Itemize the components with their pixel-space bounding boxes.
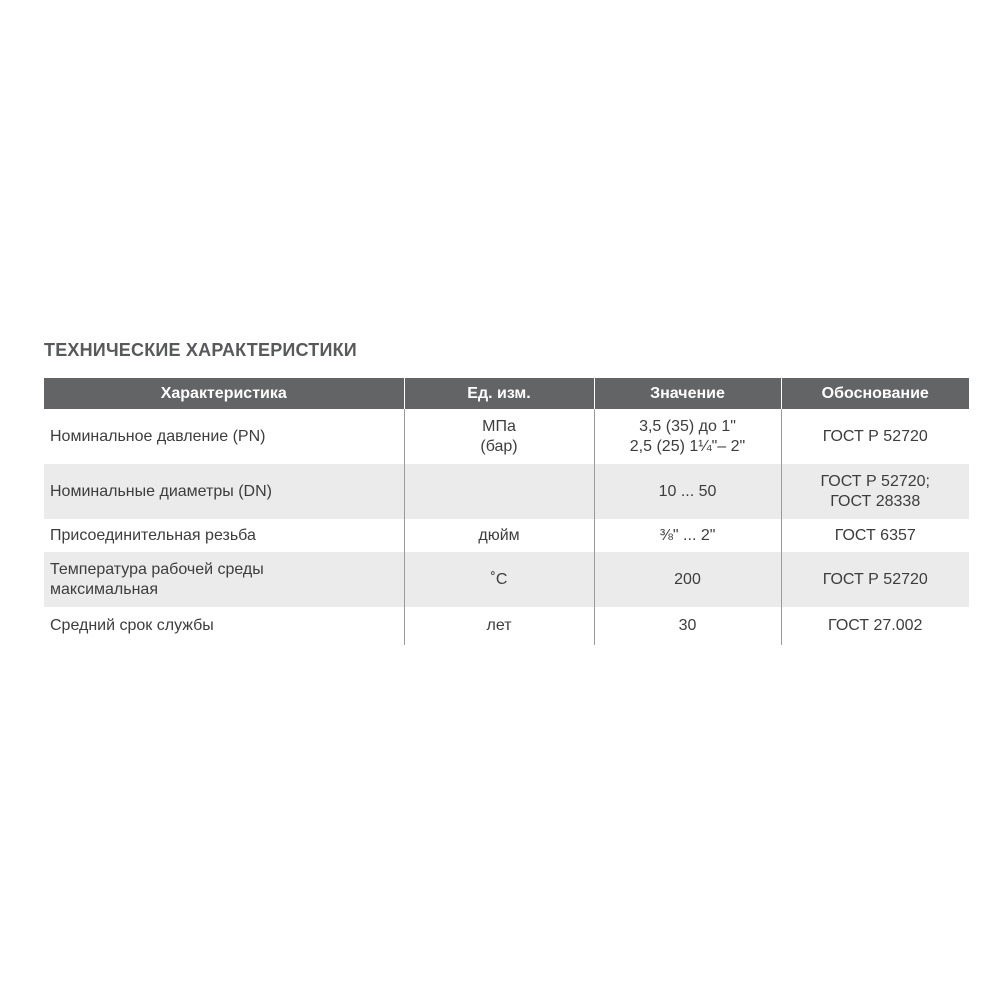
cell-value: ⅜" ... 2" bbox=[594, 519, 781, 552]
header-unit: Ед. изм. bbox=[404, 378, 594, 409]
cell-unit: МПа (бар) bbox=[404, 409, 594, 464]
cell-basis: ГОСТ Р 52720; ГОСТ 28338 bbox=[781, 464, 969, 519]
cell-unit: дюйм bbox=[404, 519, 594, 552]
cell-basis: ГОСТ Р 52720 bbox=[781, 552, 969, 607]
cell-characteristic: Температура рабочей среды максимальная bbox=[44, 552, 404, 607]
table-row bbox=[44, 464, 969, 519]
cell-value: 10 ... 50 bbox=[594, 464, 781, 519]
cell-characteristic: Средний срок службы bbox=[50, 617, 214, 634]
cell-characteristic: Номинальные диаметры (DN) bbox=[44, 464, 404, 519]
header-value: Значение bbox=[594, 378, 781, 409]
cell-basis: ГОСТ 6357 bbox=[781, 519, 969, 552]
cell-value: 200 bbox=[594, 552, 781, 607]
cell-basis: ГОСТ 27.002 bbox=[781, 607, 969, 645]
header-characteristic: Характеристика bbox=[44, 378, 404, 409]
table-row bbox=[44, 519, 969, 552]
cell-characteristic: Номинальное давление (PN) bbox=[50, 427, 266, 445]
table-row bbox=[44, 607, 969, 645]
cell-unit: ˚С bbox=[404, 552, 594, 607]
table-row bbox=[44, 409, 969, 464]
cell-value: 3,5 (35) до 1" 2,5 (25) 1¼"– 2" bbox=[594, 409, 781, 464]
header-basis: Обоснование bbox=[781, 378, 969, 409]
cell-basis: ГОСТ Р 52720 bbox=[781, 409, 969, 464]
cell-characteristic: Присоединительная резьба bbox=[50, 526, 256, 544]
section-title: ТЕХНИЧЕСКИЕ ХАРАКТЕРИСТИКИ bbox=[44, 340, 357, 360]
specifications-table bbox=[44, 378, 969, 645]
cell-unit: лет bbox=[404, 607, 594, 645]
cell-value: 30 bbox=[594, 607, 781, 645]
cell-unit bbox=[404, 464, 594, 519]
table-row bbox=[44, 552, 969, 607]
table-header-row bbox=[44, 378, 969, 409]
